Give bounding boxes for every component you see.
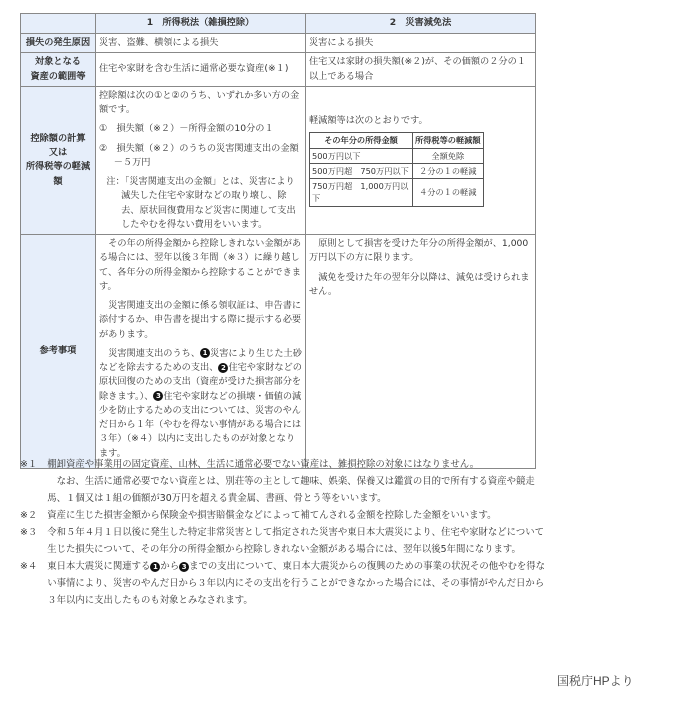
calc-item-text: 損失額（※２）－所得金額の10分の１ (116, 123, 274, 135)
reference-col2-p2: 減免を受けた年の翌年分以降は、減免は受けられません。 (309, 271, 530, 297)
relief-header-row (310, 133, 484, 148)
footnote-3 (20, 524, 550, 558)
black-circled-3-icon: 3 (179, 562, 189, 572)
row-loss-cause (21, 34, 536, 53)
calc-col2 (306, 86, 536, 234)
label-line: 控除額の計算 (30, 132, 86, 144)
circled-2-icon: ② (99, 142, 108, 154)
header-row (21, 14, 536, 34)
calc-note: 注：「災害関連支出の金額」とは、災害により滅失した住宅や家財などの取り壊し、除去、原状回復費用など災害に関連して支出したやむを得ない費用をいいます。 (106, 176, 296, 230)
footnote-text: から (160, 561, 180, 572)
label-line: 資産の範囲等 (30, 70, 86, 82)
footnote-mark: ※３ (20, 527, 38, 538)
footnote-mark: ※１ (20, 459, 38, 470)
footnote-mark: ※２ (20, 510, 38, 521)
scope-col1: 住宅や家財を含む生活に通常必要な資産(※１) (96, 53, 306, 87)
footnote-text: 東日本大震災に関連する (47, 561, 151, 572)
label-line: 対象となる (35, 56, 81, 68)
calc-item-2 (99, 142, 302, 171)
footnote-mark: ※４ (20, 561, 38, 572)
black-circled-1-icon: 1 (150, 562, 160, 572)
relief-income: 750万円超 1,000万円以下 (310, 179, 413, 207)
reference-col2 (306, 235, 536, 469)
relief-income: 500万円以下 (310, 148, 413, 163)
reference-col2-p1: 原則として損害を受けた年分の所得金額が、1,000万円以下の方に限ります。 (309, 238, 529, 264)
relief-table (309, 132, 484, 206)
header-empty (21, 14, 96, 34)
relief-reduction: 全額免除 (413, 148, 484, 163)
black-circled-1-icon: 1 (200, 348, 210, 358)
row-label-reference: 参考事項 (21, 235, 96, 469)
footnote-text: 令和５年４月１日以後に発生した特定非常災害として指定された災害や東日本大震災により、住宅や家財などについて生じた損失について、その年分の所得金額から控除しきれない金額がある場合には、翌年以後5年間になります。 (47, 527, 544, 555)
footnote-2 (20, 507, 550, 524)
relief-reduction: ２分の１の軽減 (413, 163, 484, 178)
footnote-text: 資産に生じた損害金額から保険金や損害賠償金などによって補てんされる金額を控除した金額をいいます。 (47, 510, 497, 521)
text-span: 災害により生じた土砂などを除去するための支出、 (99, 347, 302, 373)
footnote-text: 棚卸資産や事業用の固定資産、山林、生活に通常必要でない資産は、雑損控除の対象にはなりません。 (47, 459, 480, 470)
relief-intro: 軽減額等は次のとおりです。 (309, 115, 428, 126)
cause-col1: 災害、盗難、横領による損失 (96, 34, 306, 53)
relief-header-reduction: 所得税等の軽減額 (413, 133, 484, 148)
comparison-table (20, 13, 536, 469)
footnote-text: までの支出について、東日本大震災からの復興のための事業の状況その他やむを得ない事情により、災害のやんだ日から３年以内にその支出を行うことができなかった場合には、その事情がやんだ日から３年以内に支出したものも対象とみなされます。 (47, 561, 546, 606)
footnote-1-sub: なお、生活に通常必要でない資産とは、別荘等の主として趣味、娯楽、保養又は鑑賞の目的で所有する資産や競走馬、１個又は１組の価額が30万円を超える貴金属、書画、骨とう等をいいます。 (47, 476, 535, 504)
reference-p1: その年の所得金額から控除しきれない金額がある場合には、翌年以後３年間（※３）に繰り越して、各年分の所得金額から控除することができます。 (99, 238, 302, 292)
text-span: 住宅や家財などの損壊・価値の減少を防止するための支出については、災害のやんだ日から１年（やむを得ない事情がある場合には３年）（※４）以内に支出したものが対象となります。 (99, 390, 302, 459)
relief-income: 500万円超 750万円以下 (310, 163, 413, 178)
circled-1-icon: ① (99, 123, 108, 135)
reference-p2: 災害関連支出の金額に係る領収証は、申告書に添付するか、申告書を提出する際に提示する必要があります。 (99, 300, 302, 340)
row-label-asset-scope (21, 53, 96, 87)
calc-item-1 (99, 122, 302, 136)
row-label-calculation (21, 86, 96, 234)
row-reference (21, 235, 536, 469)
scope-col2: 住宅又は家財の損失額(※２)が、その価額の２分の１以上である場合 (306, 53, 536, 87)
row-calculation (21, 86, 536, 234)
calc-intro: 控除額は次の①と②のうち、いずれか多い方の金額です。 (99, 89, 300, 115)
source-credit: 国税庁HPより (557, 674, 634, 688)
footnotes (20, 456, 550, 609)
header-income-tax-law: 1 所得税法（雑損控除） (96, 14, 306, 34)
cause-col2: 災害による損失 (306, 34, 536, 53)
footnote-1 (20, 456, 550, 473)
black-circled-3-icon: 3 (153, 391, 163, 401)
relief-header-income: その年分の所得金額 (310, 133, 413, 148)
reference-col1 (96, 235, 306, 469)
row-asset-scope (21, 53, 536, 87)
calc-item-text: 損失額（※２）のうちの災害関連支出の金額－５万円 (113, 142, 299, 168)
reference-p3 (99, 347, 302, 461)
black-circled-2-icon: 2 (218, 363, 228, 373)
calc-col1 (96, 86, 306, 234)
relief-reduction: ４分の１の軽減 (413, 179, 484, 207)
row-label-loss-cause: 損失の発生原因 (21, 34, 96, 53)
label-line: 所得税等の軽減額 (25, 161, 91, 187)
text-span: 住宅や家財などの原状回復のための支出（資産が受けた損害部分を除きます。）、 (99, 362, 302, 402)
text-span: 災害関連支出のうち、 (108, 347, 201, 359)
relief-row (310, 148, 484, 163)
header-disaster-relief-law: 2 災害減免法 (306, 14, 536, 34)
label-line: 又は (48, 147, 68, 159)
relief-row (310, 179, 484, 207)
relief-row (310, 163, 484, 178)
footnote-4 (20, 558, 550, 609)
